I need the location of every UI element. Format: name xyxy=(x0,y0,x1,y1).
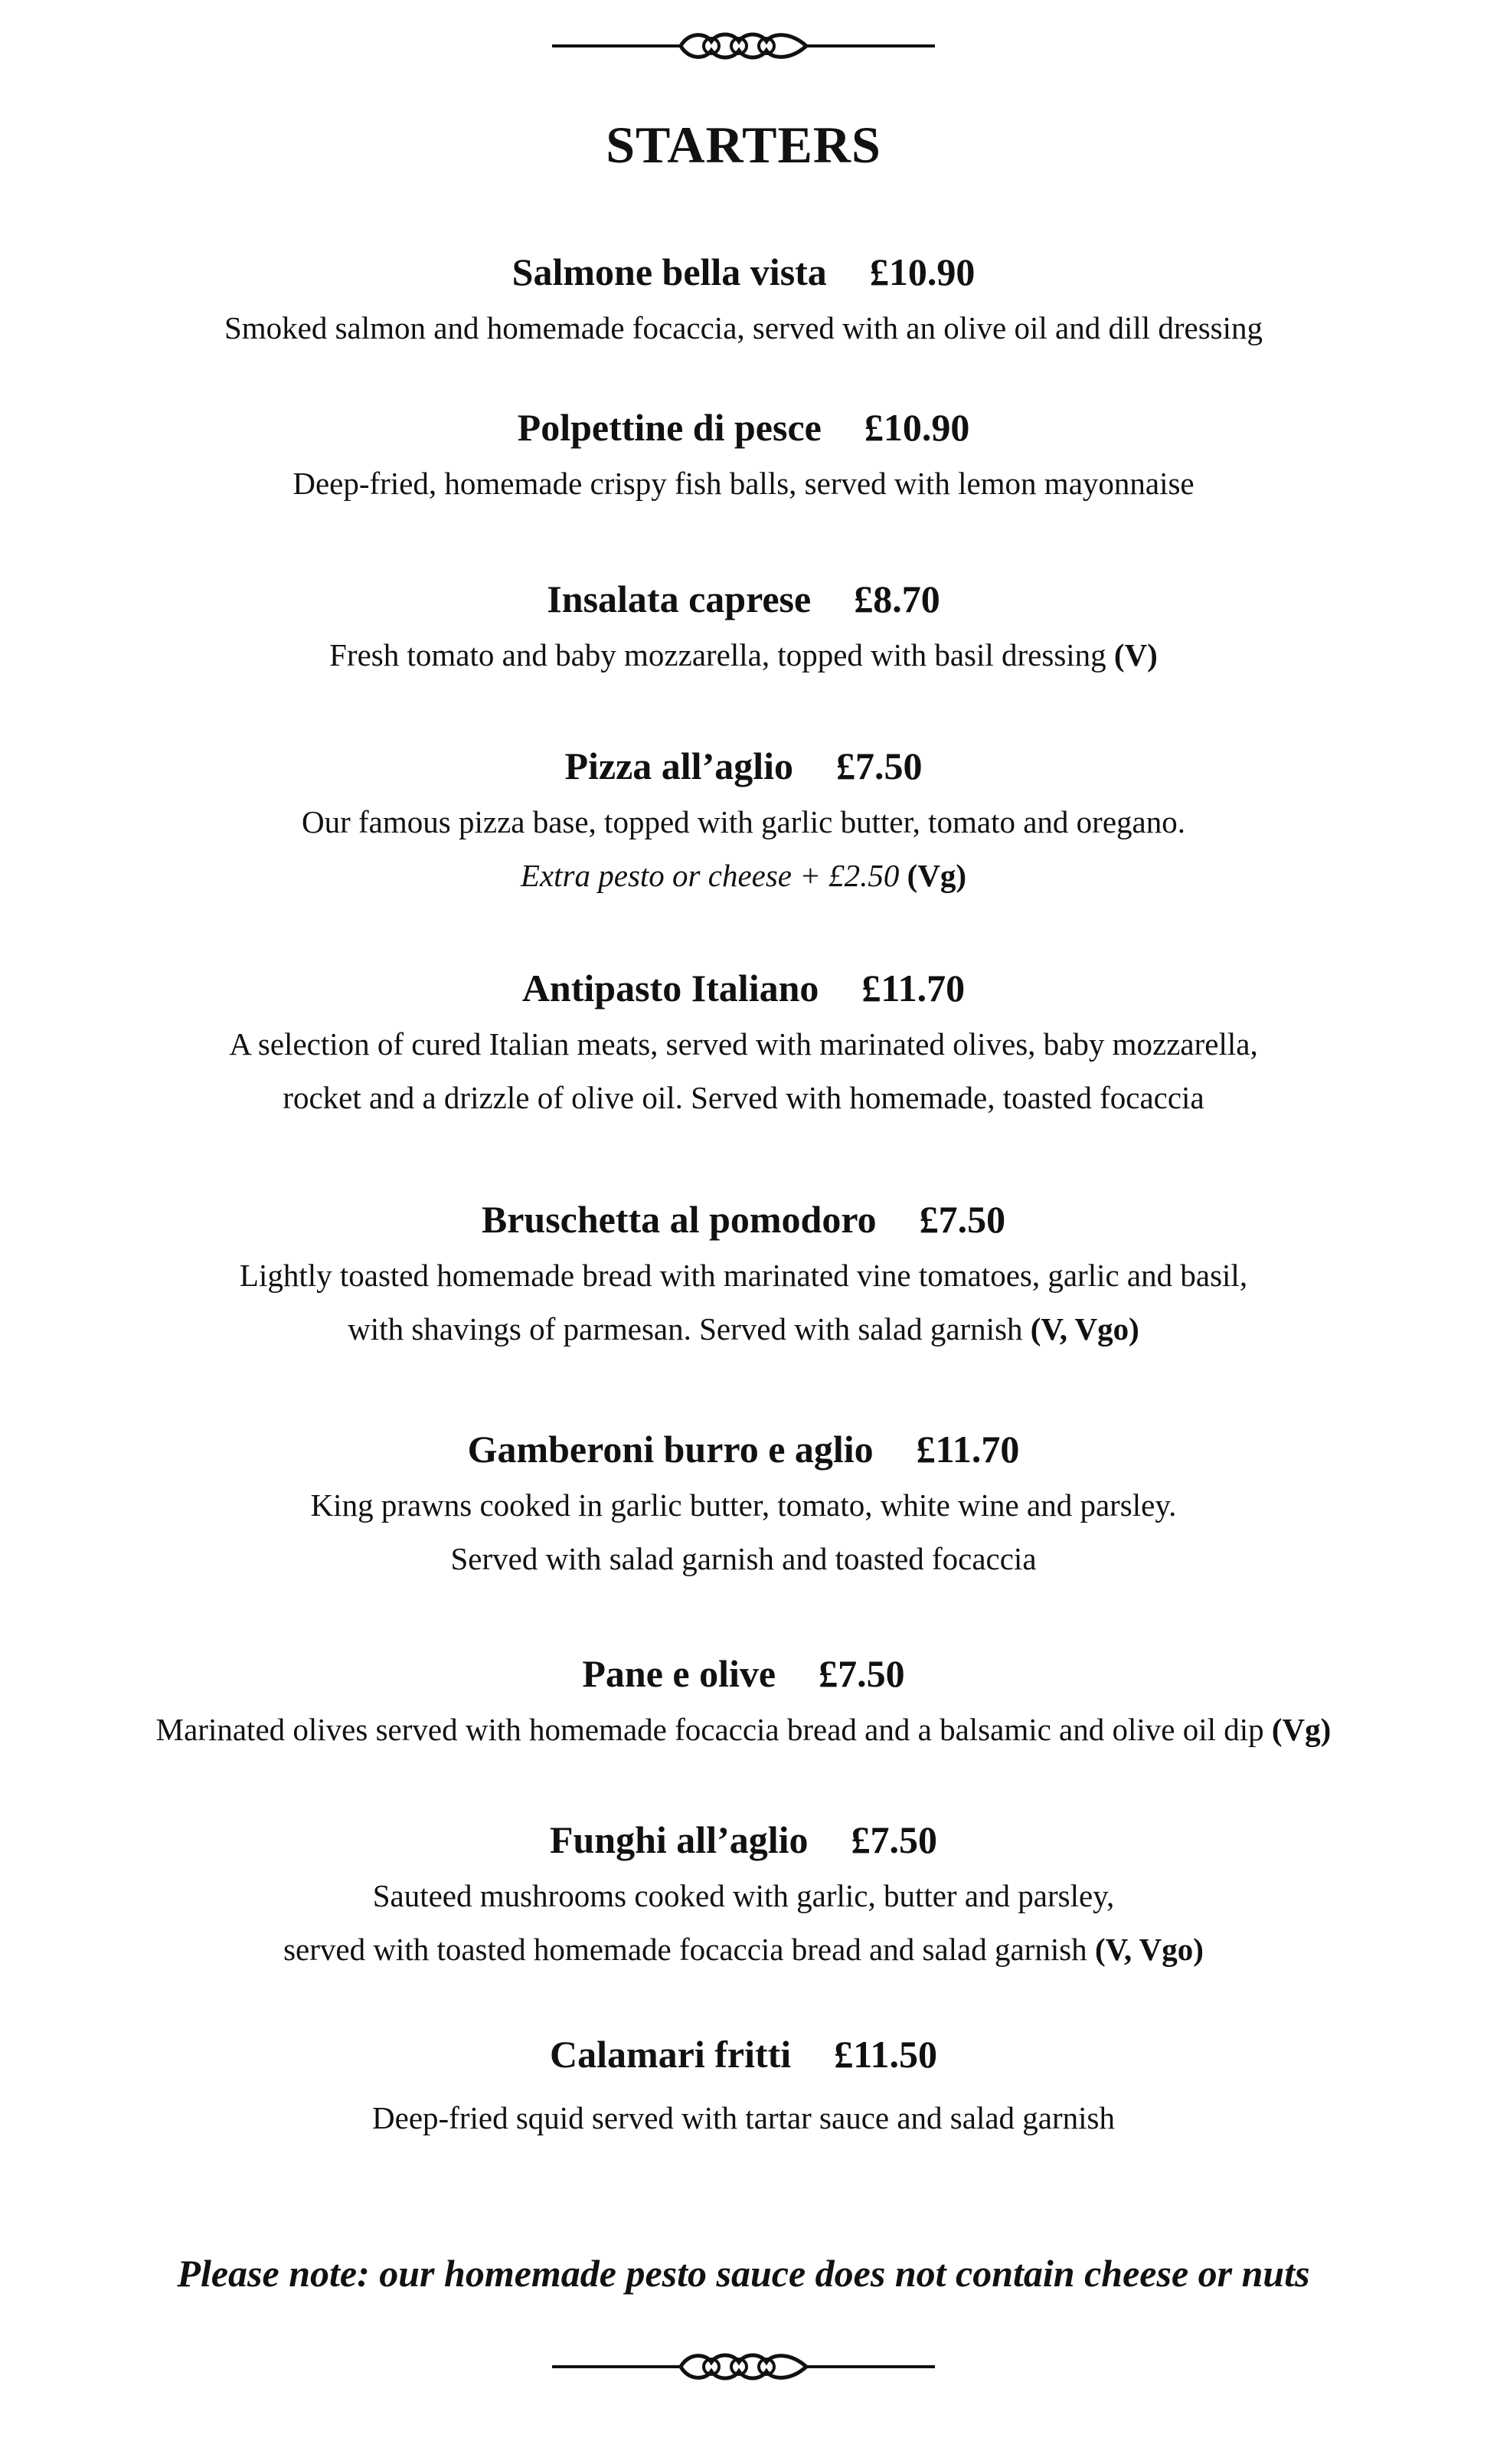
menu-item xyxy=(0,1651,1487,1756)
item-price: £7.50 xyxy=(919,1198,1006,1241)
item-title xyxy=(0,1817,1487,1863)
item-extra: Extra pesto or cheese + £2.50 (Vg) xyxy=(520,858,967,893)
item-name: Antipasto Italiano xyxy=(521,967,819,1009)
item-price: £7.50 xyxy=(836,744,923,787)
footer-note: Please note: our homemade pesto sauce does not contain cheese or nuts xyxy=(177,2252,1310,2295)
item-title xyxy=(0,404,1487,450)
item-price: £10.90 xyxy=(864,406,970,449)
item-name: Polpettine di pesce xyxy=(517,406,822,449)
item-description: rocket and a drizzle of olive oil. Served with homemade, toasted focaccia xyxy=(283,1080,1204,1115)
item-price: £10.90 xyxy=(869,250,976,293)
item-name: Funghi all’aglio xyxy=(549,1818,809,1861)
item-description: Smoked salmon and homemade focaccia, served with an olive oil and dill dressing xyxy=(224,310,1263,345)
item-title xyxy=(0,2031,1487,2077)
item-description: Marinated olives served with homemade focaccia bread and a balsamic and olive oil dip (Vg) xyxy=(155,1712,1332,1747)
item-description: Deep-fried, homemade crispy fish balls, served with lemon mayonnaise xyxy=(292,466,1195,501)
item-title xyxy=(0,576,1487,622)
ornament-divider-top xyxy=(0,23,1487,69)
item-name: Calamari fritti xyxy=(550,2033,792,2076)
item-name: Insalata caprese xyxy=(547,578,812,620)
item-title xyxy=(0,965,1487,1011)
dietary-tag: (V, Vgo) xyxy=(1030,1311,1139,1347)
item-description: King prawns cooked in garlic butter, tomato, white wine and parsley. xyxy=(310,1487,1177,1523)
page-title: STARTERS xyxy=(606,116,881,174)
item-title xyxy=(0,1196,1487,1242)
menu-item xyxy=(0,2031,1487,2145)
item-description: Served with salad garnish and toasted focaccia xyxy=(450,1541,1037,1576)
menu-item xyxy=(0,1817,1487,1976)
item-title xyxy=(0,1651,1487,1697)
item-price: £11.70 xyxy=(916,1428,1020,1471)
item-price: £7.50 xyxy=(819,1652,905,1695)
item-description: served with toasted homemade focaccia bread and salad garnish (V, Vgo) xyxy=(283,1932,1204,1967)
item-description: Fresh tomato and baby mozzarella, topped with basil dressing (V) xyxy=(329,637,1158,672)
item-description: Deep-fried squid served with tartar sauce and salad garnish xyxy=(372,2100,1115,2135)
menu-item xyxy=(0,1196,1487,1356)
item-title xyxy=(0,743,1487,789)
menu-item xyxy=(0,249,1487,355)
item-name: Pane e olive xyxy=(582,1652,776,1695)
menu-item xyxy=(0,965,1487,1124)
item-title xyxy=(0,249,1487,295)
item-description: A selection of cured Italian meats, served with marinated olives, baby mozzarella, xyxy=(229,1026,1258,1062)
dietary-tag: (V, Vgo) xyxy=(1094,1932,1204,1967)
menu-item xyxy=(0,1426,1487,1585)
item-price: £11.70 xyxy=(861,967,966,1009)
dietary-tag: (Vg) xyxy=(907,858,967,893)
dietary-tag: (Vg) xyxy=(1271,1712,1332,1747)
ornament-divider-bottom xyxy=(0,2344,1487,2390)
item-price: £8.70 xyxy=(854,578,940,620)
item-description: with shavings of parmesan. Served with salad garnish (V, Vgo) xyxy=(348,1311,1139,1347)
item-description: Sauteed mushrooms cooked with garlic, butter and parsley, xyxy=(372,1878,1115,1913)
item-name: Bruschetta al pomodoro xyxy=(481,1198,877,1241)
item-price: £7.50 xyxy=(851,1818,938,1861)
item-title xyxy=(0,1426,1487,1472)
item-name: Salmone bella vista xyxy=(511,250,827,293)
item-description: Our famous pizza base, topped with garlic butter, tomato and oregano. xyxy=(302,804,1185,839)
dietary-tag: (V) xyxy=(1113,637,1158,672)
item-description: Lightly toasted homemade bread with marinated vine tomatoes, garlic and basil, xyxy=(239,1258,1248,1293)
menu-item xyxy=(0,404,1487,510)
item-price: £11.50 xyxy=(834,2033,937,2076)
menu-item xyxy=(0,576,1487,682)
item-name: Pizza all’aglio xyxy=(564,744,794,787)
menu-item xyxy=(0,743,1487,902)
item-name: Gamberoni burro e aglio xyxy=(467,1428,874,1471)
